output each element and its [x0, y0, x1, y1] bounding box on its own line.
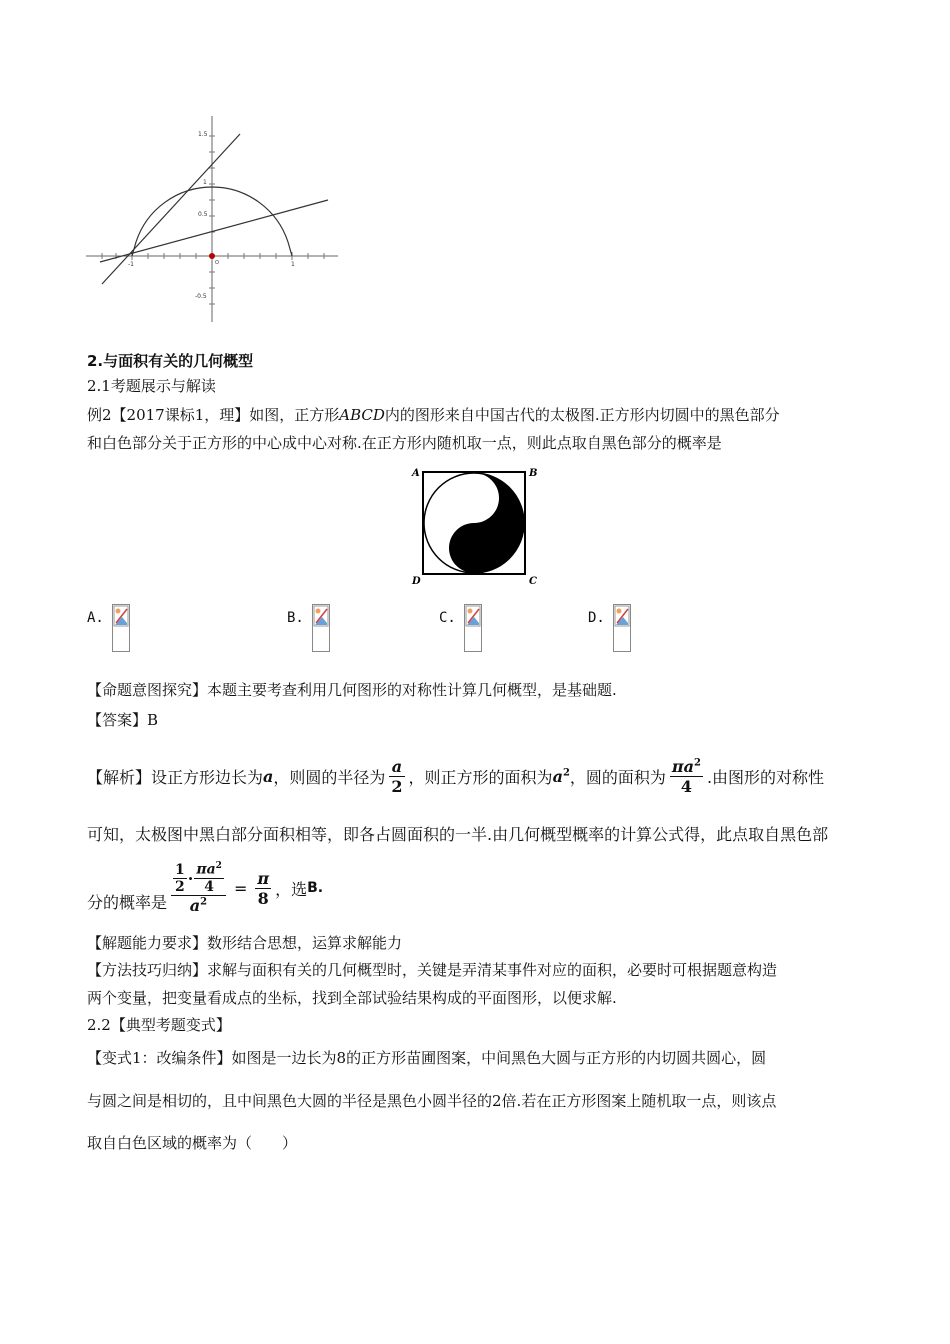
shallow-line	[100, 200, 328, 262]
method-line-2: 两个变量，把变量看成点的坐标，找到全部试验结果构成的平面图形，以便求解.	[87, 989, 617, 1007]
analysis-text: ，选	[275, 879, 308, 899]
analysis-line-1	[87, 748, 824, 804]
a-squared: $a^2$	[552, 766, 570, 786]
analysis-text: 【解析】设正方形边长为	[87, 767, 264, 787]
white-dot	[471, 493, 481, 503]
example-line-1	[87, 405, 780, 425]
fraction-circle-area: $\frac{\pi a^2}{4}$	[671, 756, 701, 796]
fraction-probability: $\frac{1}{2}$ · $\frac{\pi a^2}{4}$ $a^2$	[171, 861, 226, 915]
option-label: B.	[287, 610, 304, 626]
broken-image-icon	[312, 604, 330, 652]
example-text: 例2【2017课标1，理】如图，正方形	[87, 406, 340, 424]
variable-a: a	[263, 766, 274, 786]
vertex-label: D	[412, 576, 421, 587]
tick-label: -0.5	[195, 293, 207, 300]
example-line-2: 和白色部分关于正方形的中心成中心对称.在正方形内随机取一点，则此点取自黑色部分的概率是	[87, 434, 722, 452]
analysis-text: .由图形的对称性	[706, 767, 825, 787]
variant-line-3: 取自白色区域的概率为（ ）	[87, 1134, 298, 1152]
option-label: D.	[588, 610, 605, 626]
taiji-figure	[405, 462, 545, 588]
broken-image-icon	[613, 604, 631, 652]
example-text: 内的图形来自中国古代的太极图.正方形内切圆中的黑色部分	[384, 406, 780, 424]
equals-sign: =	[233, 878, 248, 898]
fraction-a-over-2: $\frac{a}{2}$	[391, 756, 403, 796]
analysis-text: 分的概率是	[87, 892, 168, 912]
analysis-line-2: 可知，太极图中黑白部分面积相等，即各占圆面积的一半.由几何概型概率的计算公式得，此点取自黑色部	[87, 825, 829, 844]
analysis-line-3	[87, 850, 323, 926]
tick-label: O	[215, 260, 219, 266]
tick-label: 1.5	[198, 131, 208, 138]
variant-line-2: 与圆之间是相切的，且中间黑色大圆的半径是黑色小圆半径的2倍.若在正方形图案上随机取一点，则该点	[87, 1092, 777, 1110]
black-dot	[469, 544, 479, 554]
square-name: ABCD	[339, 406, 385, 424]
origin-point	[209, 253, 215, 259]
semicircle-graph	[82, 112, 342, 324]
tick-label: 1	[291, 261, 295, 268]
vertex-label: A	[412, 468, 420, 479]
vertex-label: C	[529, 576, 537, 587]
tick-label: 1	[203, 179, 207, 186]
analysis-text: ，则正方形的面积为	[408, 767, 553, 787]
method-line-1: 【方法技巧归纳】求解与面积有关的几何概型时，关键是弄清某事件对应的面积，必要时可根据题意构造	[87, 961, 778, 979]
variant-line-1: 【变式1：改编条件】如图是一边长为8的正方形苗圃图案，中间黑色大圆与正方形的内切圆共圆心，圆	[87, 1049, 767, 1067]
tick-label: -1	[128, 261, 134, 268]
vertex-label: B	[529, 468, 538, 479]
tick-label: 0.5	[198, 211, 208, 218]
intent-text: 【命题意图探究】本题主要考查利用几何图形的对称性计算几何概型，是基础题.	[87, 681, 617, 699]
analysis-text: ，则圆的半径为	[273, 767, 386, 787]
answer-choice: B.	[307, 880, 324, 896]
subsection-2-2: 2.2【典型考题变式】	[87, 1016, 231, 1034]
analysis-text: ，圆的面积为	[569, 767, 666, 787]
option-label: C.	[439, 610, 456, 626]
section-title: 2.与面积有关的几何概型	[87, 352, 254, 370]
broken-image-icon	[112, 604, 130, 652]
broken-image-icon	[464, 604, 482, 652]
ability-text: 【解题能力要求】数形结合思想，运算求解能力	[87, 934, 403, 952]
steep-line	[102, 134, 240, 284]
subsection-2-1: 2.1考题展示与解读	[87, 377, 216, 395]
fraction-result: $\frac{\pi}{8}$	[257, 868, 270, 908]
option-label: A.	[87, 610, 104, 626]
answer-text: 【答案】B	[87, 711, 159, 729]
